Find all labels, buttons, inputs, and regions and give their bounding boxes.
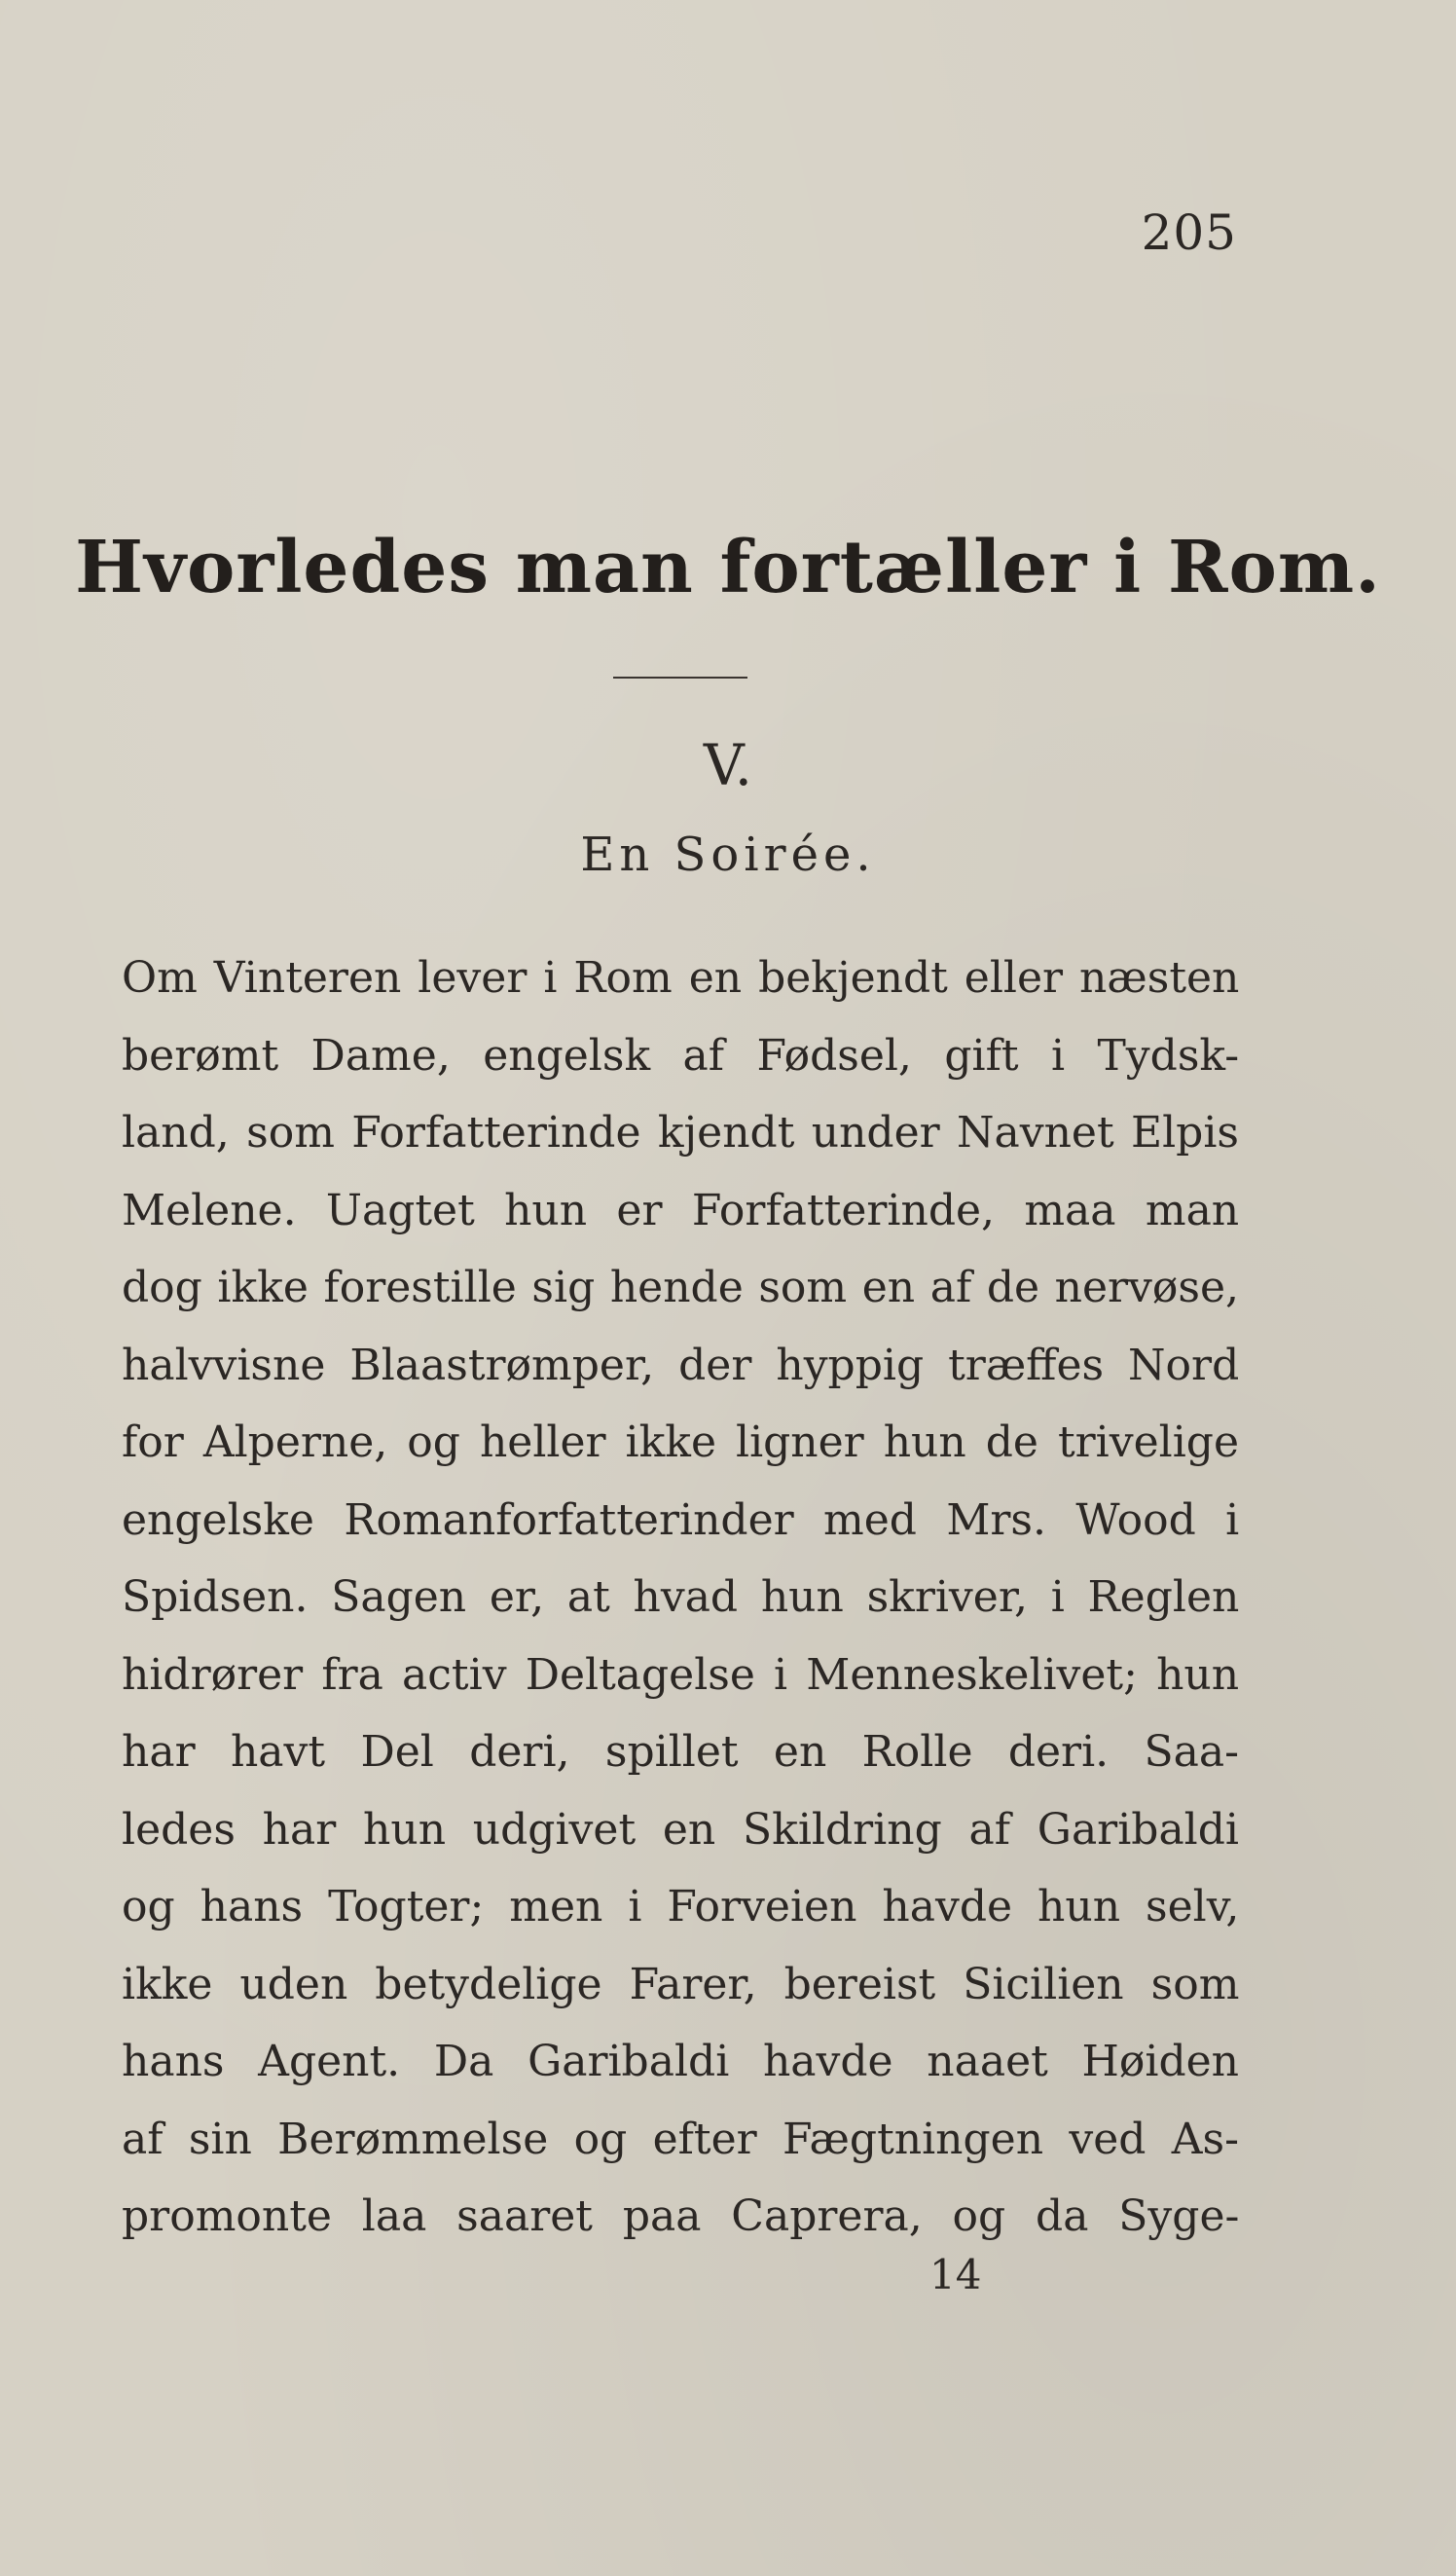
- text-line: halvvisne Blaastrømper, der hyppig træffes Nord: [122, 1340, 1240, 1390]
- signature-mark: 14: [929, 2251, 982, 2299]
- text-line: dog ikke forestille sig hende som en af de nervøse,: [122, 1263, 1239, 1312]
- text-line: ikke uden betydelige Farer, bereist Sicilien som: [122, 1959, 1240, 2009]
- text-line: ledes har hun udgivet en Skildring af Garibaldi: [122, 1804, 1239, 1855]
- title-divider: [613, 677, 747, 679]
- text-line: hidrører fra activ Deltagelse i Menneskelivet; hun: [122, 1649, 1240, 1700]
- text-line: har havt Del deri, spillet en Rolle deri. Saa-: [122, 1727, 1239, 1777]
- text-line: berømt Dame, engelsk af Fødsel, gift i Tydsk-: [122, 1030, 1240, 1081]
- text-line: af sin Berømmelse og efter Fægtningen ved As-: [122, 2114, 1239, 2164]
- text-line: Om Vinteren lever i Rom en bekjendt eller næsten: [122, 953, 1240, 1003]
- body-text: [122, 939, 1239, 2256]
- text-line: Melene. Uagtet hun er Forfatterinde, maa man: [122, 1185, 1240, 1235]
- chapter-title: En Soirée.: [580, 828, 876, 882]
- text-line: Spidsen. Sagen er, at hvad hun skriver, i Reglen: [122, 1572, 1240, 1622]
- text-line: hans Agent. Da Garibaldi havde naaet Høiden: [122, 2037, 1239, 2086]
- text-line: promonte laa saaret paa Caprera, og da Syge-: [122, 2191, 1240, 2241]
- chapter-number: V.: [703, 732, 753, 798]
- text-line: og hans Togter; men i Forveien havde hun selv,: [122, 1882, 1240, 1932]
- page-number: 205: [1141, 204, 1237, 261]
- text-line: engelske Romanforfatterinder med Mrs. Wood i: [122, 1494, 1240, 1545]
- text-line: for Alperne, og heller ikke ligner hun de trivelige: [122, 1417, 1239, 1467]
- page-title: Hvorledes man fortæller i Rom.: [75, 526, 1381, 609]
- text-line: land, som Forfatterinde kjendt under Navnet Elpis: [122, 1108, 1239, 1158]
